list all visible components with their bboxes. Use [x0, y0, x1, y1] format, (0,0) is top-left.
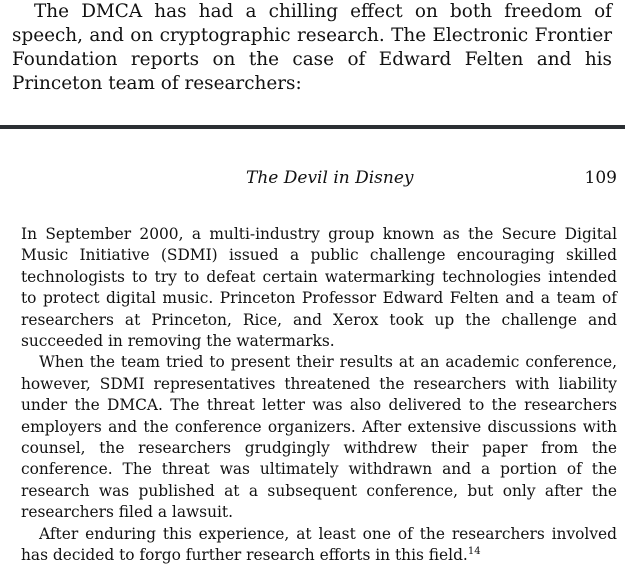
- quote-paragraph-1: In September 2000, a multi-industry group known as the Secure Digital Music Initiative (SDMI) issued a public challenge encouraging skilled technologists to try to defeat certain watermarking technologies intended to protect digital music. Princeton Professor Edward Felten and a team of researchers at Princeton, Rice, and Xerox took up the challenge and succeeded in removing the watermarks.: [21, 225, 617, 351]
- quote-paragraph-3-text: After enduring this experience, at least one of the researchers involved has decided to forgo further research efforts in this field.: [21, 524, 617, 565]
- page-divider: [0, 125, 625, 129]
- running-title: The Devil in Disney: [246, 168, 414, 188]
- quote-paragraph-2: When the team tried to present their results at an academic conference, however, SDMI representatives threatened the researchers with liability under the DMCA. The threat letter was also delivered to the researchers employers and the conference organizers. After extensive discussions with counsel, the researchers grudgingly withdrew their paper from the conference. The threat was ultimately withdrawn and a portion of the research was published at a subsequent conference, but only after the researchers filed a lawsuit.: [21, 353, 617, 522]
- block-quote: [21, 224, 617, 567]
- quote-paragraph-3: [21, 524, 617, 567]
- page-number: 109: [584, 168, 617, 188]
- footnote-reference: 14: [467, 545, 481, 557]
- intro-paragraph: The DMCA has had a chilling effect on both freedom of speech, and on cryptographic research. The Electronic Frontier Foundation reports on the case of Edward Felten and his Princeton team of researchers:: [12, 1, 612, 94]
